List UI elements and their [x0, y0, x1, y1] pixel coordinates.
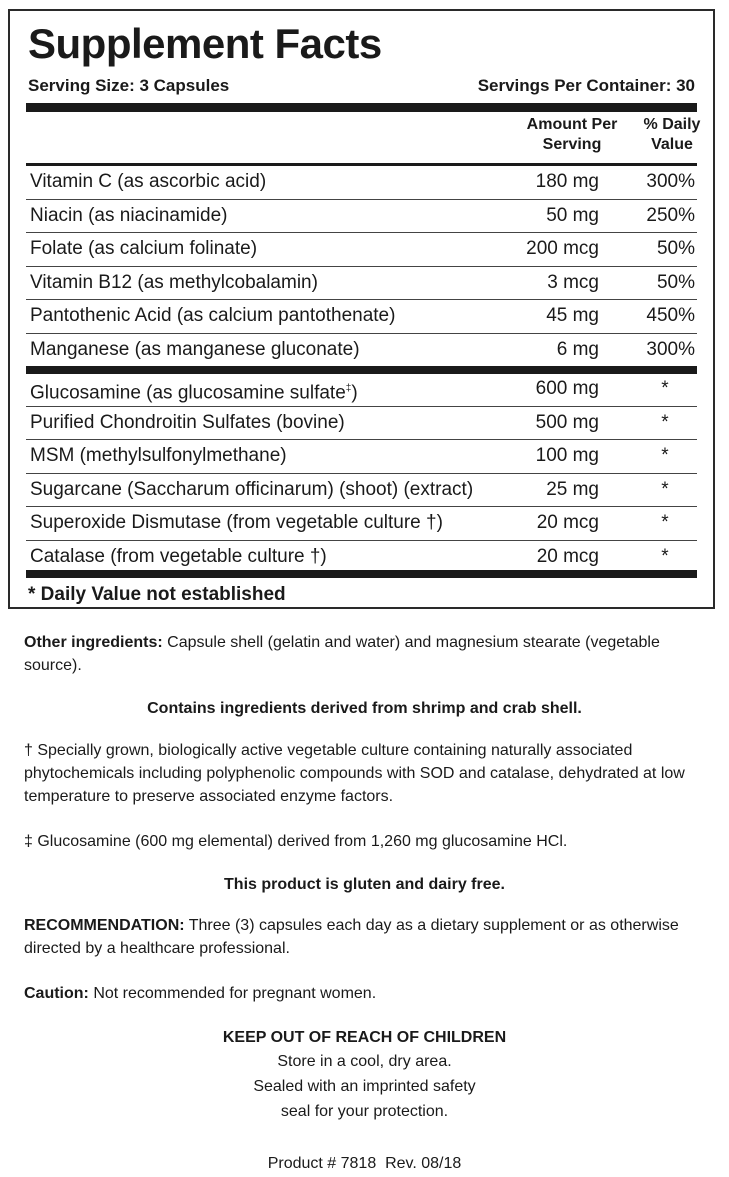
keep-out-warning: KEEP OUT OF REACH OF CHILDREN: [222, 1029, 507, 1046]
nutrient-amount: 200 mcg: [526, 238, 599, 259]
storage-line-1: Store in a cool, dry area.: [277, 1053, 452, 1070]
nutrient-name-end: ): [351, 382, 358, 404]
nutrient-row: [28, 200, 695, 232]
nutrient-name: [30, 233, 257, 265]
nutrient-amount: 500 mg: [535, 411, 599, 433]
recommendation-label: RECOMMENDATION:: [24, 917, 185, 934]
supplement-facts-panel: [8, 9, 715, 609]
nutrient-row: [28, 166, 695, 198]
nutrient-row: [28, 541, 695, 573]
nutrient-row: [28, 334, 695, 366]
nutrient-name-text: MSM (methylsulfonylmethane): [30, 445, 287, 466]
nutrient-name-text: Superoxide Dismutase (from vegetable culture †): [30, 512, 443, 533]
nutrient-name-text: Catalase (from vegetable culture †): [30, 545, 327, 567]
column-header-amount-line1: Amount Per: [526, 116, 618, 133]
nutrient-daily-value: *: [661, 478, 669, 500]
nutrient-row: [28, 373, 695, 405]
dagger-footnote: † Specially grown, biologically active vegetable culture containing naturally associated phytochemicals including polyphenolic compounds with SOD and catalase, dehydrated at low temperature to preserve associated enzyme factors.: [24, 742, 685, 805]
column-header-dv-line1: % Daily: [643, 116, 701, 133]
storage-line-2: Sealed with an imprinted safety: [253, 1078, 476, 1095]
nutrient-daily-value: *: [661, 445, 669, 466]
nutrient-daily-value: 450%: [646, 305, 695, 326]
nutrient-name: [30, 507, 443, 539]
nutrient-name-text: Purified Chondroitin Sulfates (bovine): [30, 411, 345, 433]
caution: [24, 982, 704, 1005]
footnote-marker: ‡: [345, 383, 352, 394]
nutrient-daily-value: 300%: [646, 171, 695, 192]
nutrient-daily-value: *: [661, 545, 669, 567]
nutrient-daily-value: *: [661, 378, 669, 399]
nutrient-name-text: Folate (as calcium folinate): [30, 238, 258, 259]
storage-line-3: seal for your protection.: [280, 1103, 449, 1120]
heavy-rule: [26, 103, 697, 112]
nutrient-daily-value: *: [661, 512, 669, 533]
nutrient-amount: 50 mg: [546, 204, 599, 226]
nutrient-name: [30, 474, 473, 506]
daily-value-note: * Daily Value not established: [28, 584, 286, 605]
nutrient-name-text: Pantothenic Acid (as calcium pantothenate): [30, 305, 396, 326]
nutrient-row: [28, 267, 695, 299]
nutrient-amount: 180 mg: [535, 171, 599, 192]
caution-label: Caution:: [24, 985, 89, 1002]
panel-title: Supplement Facts: [28, 20, 382, 67]
nutrient-name: [30, 334, 360, 366]
nutrient-amount: 20 mcg: [536, 512, 599, 533]
nutrient-name-text: Glucosamine (as glucosamine sulfate: [30, 382, 346, 404]
nutrient-name: [30, 440, 287, 472]
nutrient-row: [28, 407, 695, 439]
nutrient-daily-value: 300%: [646, 338, 695, 360]
nutrient-amount: 600 mg: [535, 378, 599, 399]
bottom-rule: [26, 570, 697, 578]
nutrient-name-text: Vitamin C (as ascorbic acid): [30, 171, 267, 192]
nutrient-row: [28, 507, 695, 539]
nutrient-daily-value: *: [661, 411, 669, 433]
nutrient-name: [30, 541, 327, 573]
nutrient-name: [30, 373, 358, 409]
other-ingredients: [24, 631, 704, 677]
nutrient-name-text: Vitamin B12 (as methylcobalamin): [30, 271, 318, 293]
recommendation: [24, 914, 704, 960]
other-ingredients-text: Capsule shell (gelatin and water) and magnesium stearate (vegetable source).: [24, 634, 660, 674]
nutrient-name: [30, 407, 345, 439]
nutrient-amount: 6 mg: [556, 338, 599, 360]
caution-text: Not recommended for pregnant women.: [88, 985, 377, 1002]
serving-info: [28, 76, 695, 96]
nutrient-name: [30, 200, 227, 232]
servings-per-container: Servings Per Container: 30: [477, 76, 695, 95]
other-ingredients-label: Other ingredients:: [24, 634, 163, 651]
nutrient-name: [30, 267, 318, 299]
nutrient-name: [30, 166, 266, 198]
nutrient-amount: 20 mcg: [536, 545, 599, 567]
column-header-amount: [510, 115, 634, 155]
nutrient-daily-value: 250%: [646, 204, 695, 226]
nutrient-amount: 45 mg: [546, 305, 599, 326]
product-number: Product # 7818 Rev. 08/18: [267, 1155, 462, 1172]
column-header-dv: [632, 115, 712, 155]
nutrient-name-text: Manganese (as manganese gluconate): [30, 338, 360, 360]
nutrient-row: [28, 300, 695, 332]
nutrient-row: [28, 440, 695, 472]
nutrient-name: [30, 300, 395, 332]
column-header-amount-line2: Serving: [542, 136, 602, 153]
nutrient-daily-value: 50%: [656, 271, 695, 293]
nutrient-amount: 100 mg: [535, 445, 599, 466]
recommendation-text: Three (3) capsules each day as a dietary supplement or as otherwise directed by a healthcare professional.: [24, 917, 679, 957]
serving-size: Serving Size: 3 Capsules: [28, 76, 230, 95]
nutrient-name-text: Niacin (as niacinamide): [30, 204, 228, 226]
nutrient-row: [28, 474, 695, 506]
nutrient-daily-value: 50%: [656, 238, 695, 259]
nutrient-amount: 3 mcg: [547, 271, 599, 293]
nutrient-row: [28, 233, 695, 265]
nutrient-amount: 25 mg: [546, 478, 599, 500]
double-dagger-footnote: ‡ Glucosamine (600 mg elemental) derived from 1,260 mg glucosamine HCl.: [24, 833, 568, 850]
nutrient-name-text: Sugarcane (Saccharum officinarum) (shoot) (extract): [30, 478, 474, 500]
allergen-statement: Contains ingredients derived from shrimp and crab shell.: [147, 700, 582, 717]
column-header-dv-line2: Value: [651, 136, 693, 153]
gluten-free-statement: This product is gluten and dairy free.: [224, 876, 505, 893]
